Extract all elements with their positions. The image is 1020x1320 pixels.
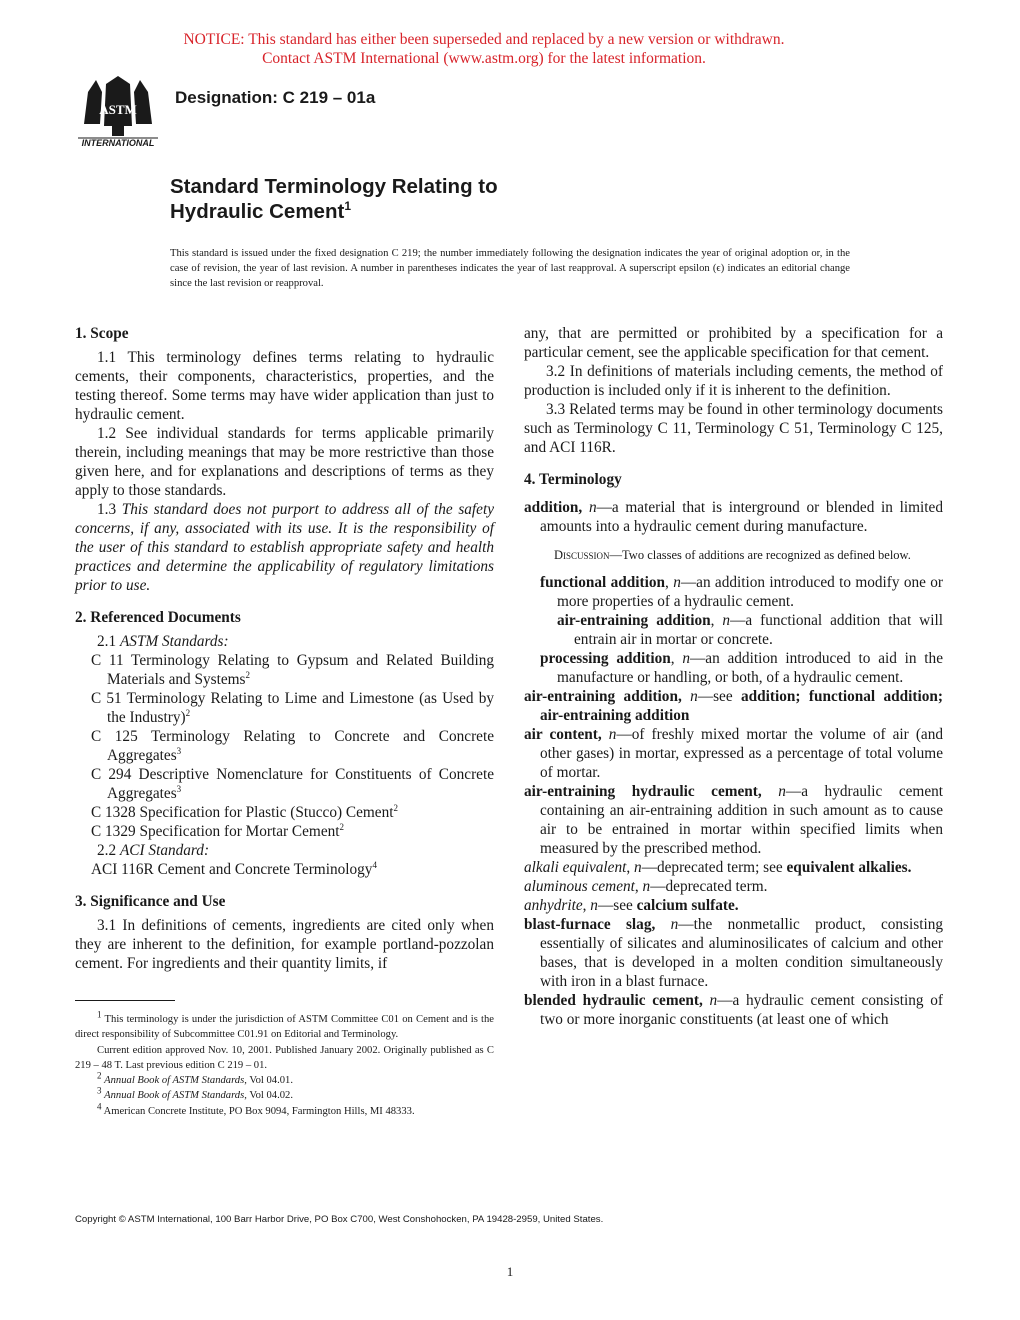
- term-air-entraining-addition: [524, 687, 943, 725]
- term-label: air-entraining hydraulic cement,: [524, 783, 762, 800]
- part-of-speech: n: [634, 859, 642, 876]
- reference-item: [91, 651, 494, 689]
- term-definition: —a hydraulic cement consisting of two or more inorganic constituents (at least one of which: [540, 992, 943, 1028]
- issue-statement: This standard is issued under the fixed designation C 219; the number immediately following the designation indicates the year of original adoption or, in the case of revision, the year of last revision. A number in parentheses indicates the year of last reapproval. A superscript epsilon (ϵ) indicates an editorial change since the last revision or reapproval.: [170, 248, 850, 289]
- footnote-rule: [75, 1000, 175, 1001]
- reference-text: C 294 Descriptive Nomenclature for Constituents of Concrete Aggregates: [91, 766, 494, 802]
- term-label: air-entraining addition,: [524, 688, 682, 705]
- part-of-speech: n: [682, 650, 690, 667]
- term-definition: —the nonmetallic product, consisting essentially of silicates and aluminosilicates of calcium and other bases, that is developed in a molten condition simultaneously with iron in a blast furnace.: [540, 916, 943, 990]
- paragraph-1-1: 1.1 This terminology defines terms relating to hydraulic cements, their components, characteristics, properties, and the testing thereof. Some terms may have wider application than just to hydraulic cement.: [75, 349, 494, 423]
- reference-sup: 4: [372, 859, 377, 870]
- reference-item: [91, 860, 494, 879]
- part-of-speech: n: [588, 499, 597, 516]
- reference-sup: 2: [393, 802, 398, 813]
- term-alkali-equivalent: alkali equivalent, n—deprecated term; see equivalent alkalies.: [524, 859, 912, 876]
- document-title: [170, 174, 498, 224]
- copyright-notice: Copyright © ASTM International, 100 Barr Harbor Drive, PO Box C700, West Conshohocken, PA 19428-2959, United States.: [75, 1214, 604, 1225]
- section-heading-scope: 1. Scope: [75, 325, 129, 342]
- term-label: alkali equivalent: [524, 859, 627, 876]
- term-label: aluminous cement: [524, 878, 635, 895]
- term-air-content: [524, 725, 943, 782]
- section-heading-significance: 3. Significance and Use: [75, 893, 226, 910]
- astm-standards-num: 2.1: [97, 633, 120, 650]
- discussion-text: —Two classes of additions are recognized as defined below.: [609, 548, 911, 562]
- astm-standards-text: ASTM Standards:: [119, 633, 229, 650]
- part-of-speech: n: [608, 726, 617, 743]
- reference-text: C 1328 Specification for Plastic (Stucco) Cement: [91, 804, 394, 821]
- notice-line-2: Contact ASTM International (www.astm.org) for the latest information.: [262, 50, 706, 67]
- logo-lettering: ASTM: [99, 102, 137, 117]
- reference-item: [91, 727, 494, 765]
- term-label: addition,: [524, 499, 583, 516]
- term-definition: —of freshly mixed mortar the volume of air (and other gases) in mortar, expressed as a percentage of total volume of mortar.: [540, 726, 943, 781]
- discussion-label: Discussion: [554, 548, 610, 562]
- term-blast-furnace-slag: [524, 915, 943, 991]
- aci-standard-num: 2.2: [97, 842, 120, 859]
- left-column: [75, 324, 494, 973]
- discussion-note: [524, 547, 943, 563]
- part-of-speech: n: [709, 992, 718, 1009]
- term-reference: equivalent alkalies.: [786, 859, 912, 876]
- footnote-text: American Concrete Institute, PO Box 9094, Farmington Hills, MI 48333.: [103, 1105, 415, 1117]
- reference-item: [91, 765, 494, 803]
- footnote-mark: 2: [97, 1070, 102, 1081]
- term-anhydrite: anhydrite, n—see calcium sulfate.: [524, 897, 739, 914]
- paragraph-1-3-text: This standard does not purport to address all of the safety concerns, if any, associated with its use. It is the responsibility of the user of this standard to establish appropriate safety and health practices and determine the applicability of regulatory limitations prior to use.: [75, 501, 494, 594]
- part-of-speech: n: [670, 916, 679, 933]
- page-number: 1: [506, 1264, 514, 1279]
- footnote-book: Annual Book of ASTM Standards: [104, 1075, 245, 1087]
- part-of-speech: n: [590, 897, 598, 914]
- aci-standard-text: ACI Standard:: [119, 842, 210, 859]
- part-of-speech: n: [690, 688, 698, 705]
- term-definition: —a material that is interground or blended in limited amounts into a hydraulic cement during manufacture.: [540, 499, 943, 535]
- reference-item: [91, 803, 494, 822]
- part-of-speech: n: [722, 612, 731, 629]
- aci-standard-label: [75, 841, 494, 860]
- footnote-1: [75, 1009, 494, 1043]
- term-label: blended hydraulic cement,: [524, 992, 703, 1009]
- term-label: functional addition: [540, 574, 666, 591]
- term-definition: —an addition introduced to aid in the manufacture or handling, or both, of a hydraulic cement.: [557, 650, 943, 686]
- footnote-text: This terminology is under the jurisdiction of ASTM Committee C01 on Cement and is the direct responsibility of Subcommittee C01.91 on Editorial and Terminology.: [75, 1014, 494, 1041]
- title-line-1: Standard Terminology Relating to: [170, 175, 498, 198]
- term-air-entraining-addition-sub: air-entraining addition, n—a functional addition that will entrain air in mortar or concrete.: [557, 612, 943, 648]
- footnotes: [75, 1009, 494, 1119]
- notice-line-1: NOTICE: This standard has either been superseded and replaced by a new version or withdrawn.: [183, 31, 785, 48]
- term-blended-hydraulic-cement: [524, 991, 943, 1029]
- term-functional-addition: functional addition, n—an addition introduced to modify one or more properties of a hydraulic cement.: [540, 574, 943, 610]
- term-definition: —a functional addition that will entrain air in mortar or concrete.: [574, 612, 943, 648]
- reference-text: C 1329 Specification for Mortar Cement: [91, 823, 340, 840]
- term-label: blast-furnace slag,: [524, 916, 656, 933]
- section-heading-referenced: 2. Referenced Documents: [75, 609, 241, 626]
- term-definition: —see: [697, 688, 741, 705]
- term-aluminous-cement: aluminous cement, n—deprecated term.: [524, 878, 768, 895]
- astm-standards-label: [75, 632, 494, 651]
- reference-text: C 11 Terminology Relating to Gypsum and Related Building Materials and Systems: [91, 652, 494, 688]
- term-definition: —deprecated term; see: [641, 859, 787, 876]
- astm-logo: [74, 74, 162, 150]
- paragraph-3-1-continued: any, that are permitted or prohibited by a specification for a particular cement, see the applicable specification for that cement.: [524, 325, 943, 361]
- footnote-2: [75, 1070, 494, 1088]
- term-label: anhydrite: [524, 897, 583, 914]
- reference-item: [91, 689, 494, 727]
- term-label: air content,: [524, 726, 602, 743]
- title-footnote-mark: 1: [344, 199, 351, 214]
- reference-item: [91, 822, 494, 841]
- term-processing-addition: processing addition, n—an addition introduced to aid in the manufacture or handling, or both, of a hydraulic cement.: [540, 650, 943, 686]
- term-addition: [524, 498, 943, 536]
- term-definition: —an addition introduced to modify one or more properties of a hydraulic cement.: [557, 574, 943, 610]
- reference-sup: 2: [245, 669, 251, 680]
- footnote-mark: 4: [97, 1101, 102, 1112]
- title-line-2: [170, 199, 498, 224]
- footnote-volume: , Vol 04.02.: [244, 1090, 293, 1102]
- footnote-book: Annual Book of ASTM Standards: [104, 1090, 245, 1102]
- reference-sup: 2: [339, 821, 345, 832]
- right-column: [524, 324, 943, 1029]
- reference-sup: 3: [176, 783, 182, 794]
- part-of-speech: n: [642, 878, 651, 895]
- footnote-1-edition: Current edition approved Nov. 10, 2001. Published January 2002. Originally published as C 219 – 48 T. Last previous edition C 219 – 01.: [75, 1044, 494, 1071]
- paragraph-1-2: 1.2 See individual standards for terms applicable primarily therein, including meanings that may be more restrictive than those given here, and for explanations and descriptions of terms as they apply to those standards.: [75, 425, 494, 499]
- paragraph-1-3: [75, 500, 494, 595]
- reference-sup: 3: [176, 745, 182, 756]
- footnote-mark: 1: [97, 1009, 102, 1020]
- designation: Designation: C 219 – 01a: [175, 88, 376, 107]
- part-of-speech: n: [778, 783, 786, 800]
- title-line-2-text: Hydraulic Cement: [170, 200, 345, 223]
- paragraph-1-3-num: 1.3: [97, 501, 122, 518]
- term-label: air-entraining addition: [557, 612, 711, 629]
- paragraph-3-2: 3.2 In definitions of materials including cements, the method of production is included only if it is inherent to the definition.: [524, 363, 943, 399]
- reference-text: C 51 Terminology Relating to Lime and Limestone (as Used by the Industry): [91, 690, 494, 726]
- footnote-3: [75, 1085, 494, 1103]
- paragraph-3-1: 3.1 In definitions of cements, ingredients are cited only when they are inherent to the definition, for example portland-pozzolan cement. For ingredients and their quantity limits, if: [75, 917, 494, 972]
- term-definition: —a hydraulic cement containing an air-entraining addition in such amount as to cause air to be entrained in mortar within specified limits when measured by the prescribed method.: [540, 783, 944, 857]
- reference-text: ACI 116R Cement and Concrete Terminology: [91, 861, 373, 878]
- withdrawal-notice: [0, 30, 968, 68]
- term-reference: addition; functional addition; air-entraining addition: [540, 688, 944, 724]
- term-air-entraining-hydraulic-cement: [524, 782, 943, 858]
- paragraph-3-3: 3.3 Related terms may be found in other terminology documents such as Terminology C 11, Terminology C 51, Terminology C 125, and ACI 116R.: [524, 401, 943, 456]
- section-heading-terminology: 4. Terminology: [524, 471, 622, 488]
- footnote-volume: , Vol 04.01.: [244, 1075, 293, 1087]
- term-label: processing addition: [540, 650, 671, 667]
- term-definition: —deprecated term.: [650, 878, 768, 895]
- logo-subtitle: INTERNATIONAL: [81, 138, 155, 148]
- footnote-4: [75, 1101, 494, 1119]
- reference-text: C 125 Terminology Relating to Concrete and Concrete Aggregates: [91, 728, 494, 764]
- term-reference: calcium sulfate.: [636, 897, 739, 914]
- part-of-speech: n: [673, 574, 681, 591]
- term-definition: —see: [597, 897, 637, 914]
- reference-sup: 2: [185, 707, 191, 718]
- footnote-mark: 3: [97, 1085, 102, 1096]
